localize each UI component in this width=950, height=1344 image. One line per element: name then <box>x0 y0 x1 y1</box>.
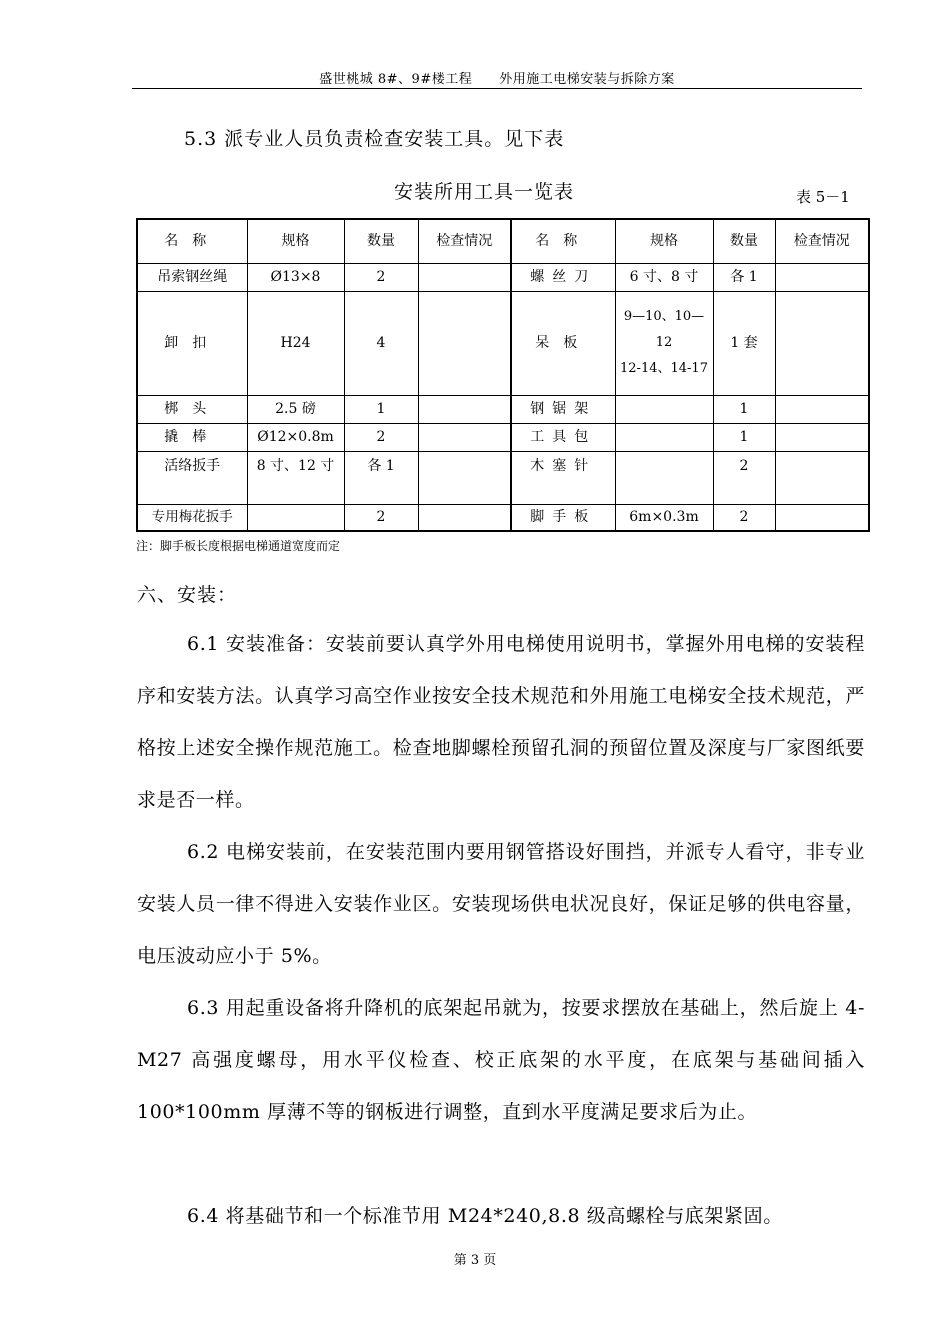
col-header: 规格 <box>247 219 344 263</box>
table-cell <box>775 504 869 531</box>
col-header: 检查情况 <box>418 219 511 263</box>
table-row <box>137 263 869 291</box>
table-cell <box>775 451 869 504</box>
table-cell: 2 <box>713 504 775 531</box>
section-6-heading: 六、安装： <box>137 584 238 606</box>
tools-table <box>136 218 870 532</box>
table-cell: 梆头 <box>137 395 247 423</box>
table-row <box>137 451 869 504</box>
table-cell: 1 <box>344 395 418 423</box>
table-cell <box>775 395 869 423</box>
table-cell: H24 <box>247 291 344 395</box>
table-cell <box>775 263 869 291</box>
table-cell <box>615 395 713 423</box>
table-cell: 2 <box>344 423 418 451</box>
table-cell: 脚手板 <box>511 504 615 531</box>
table-cell: 1 <box>713 395 775 423</box>
table-cell <box>418 263 511 291</box>
table-cell: 2 <box>713 451 775 504</box>
table-cell: 各 1 <box>713 263 775 291</box>
table-cell: 活络扳手 <box>137 451 247 504</box>
table-cell: 各 1 <box>344 451 418 504</box>
table-cell <box>418 504 511 531</box>
table-row <box>137 291 869 395</box>
table-cell <box>615 451 713 504</box>
paragraph-6-4: 6.4 将基础节和一个标准节用 M24*240,8.8 级高螺栓与底架紧固。 <box>187 1205 783 1227</box>
table-cell: Ø12×0.8m <box>247 423 344 451</box>
table-cell: 木塞针 <box>511 451 615 504</box>
table-title: 安装所用工具一览表 <box>394 181 575 203</box>
table-cell: 1 套 <box>713 291 775 395</box>
table-cell: 撬棒 <box>137 423 247 451</box>
table-cell: 8 寸、12 寸 <box>247 451 344 504</box>
table-cell <box>418 451 511 504</box>
paragraph-6-2: 6.2 电梯安装前，在安装范围内要用钢管搭设好围挡，并派专人看守，非专业安装人员一律不得进入安装作业区。安装现场供电状况良好，保证足够的供电容量，电压波动应小于 5%。 <box>137 841 865 967</box>
table-cell: 卸扣 <box>137 291 247 395</box>
table-cell: 1 <box>713 423 775 451</box>
table-cell <box>615 423 713 451</box>
table-cell: 呆板 <box>511 291 615 395</box>
table-cell <box>775 291 869 395</box>
table-row <box>137 423 869 451</box>
table-cell: 6m×0.3m <box>615 504 713 531</box>
table-note: 注：脚手板长度根据电梯通道宽度而定 <box>136 539 341 553</box>
table-cell <box>418 291 511 395</box>
table-cell: 专用梅花扳手 <box>137 504 247 531</box>
header-rule <box>132 88 862 89</box>
table-cell: 吊索钢丝绳 <box>137 263 247 291</box>
paragraph-6-3: 6.3 用起重设备将升降机的底架起吊就为，按要求摆放在基础上，然后旋上 4-M27 高强度螺母，用水平仪检查、校正底架的水平度，在底架与基础间插入 100*100mm 厚薄不等的钢板进行调整，直到水平度满足要求后为止。 <box>137 997 865 1123</box>
col-header: 数量 <box>713 219 775 263</box>
table-row <box>137 504 869 531</box>
paragraph-6-1: 6.1 安装准备：安装前要认真学外用电梯使用说明书，掌握外用电梯的安装程序和安装方法。认真学习高空作业按安全技术规范和外用施工电梯安全技术规范，严格按上述安全操作规范施工。检查地脚螺栓预留孔洞的预留位置及深度与厂家图纸要求是否一样。 <box>137 633 865 811</box>
page-header: 盛世桃城 8#、9#楼工程 外用施工电梯安装与拆除方案 <box>319 72 675 87</box>
table-cell <box>247 504 344 531</box>
table-cell <box>418 423 511 451</box>
col-header: 名称 <box>137 219 247 263</box>
table-cell: 2.5 磅 <box>247 395 344 423</box>
table-cell: 2 <box>344 504 418 531</box>
table-cell <box>418 395 511 423</box>
table-cell: Ø13×8 <box>247 263 344 291</box>
col-header: 数量 <box>344 219 418 263</box>
col-header: 检查情况 <box>775 219 869 263</box>
page-number: 第 3 页 <box>453 1253 497 1268</box>
table-cell: 工具包 <box>511 423 615 451</box>
table-cell: 4 <box>344 291 418 395</box>
col-header: 规格 <box>615 219 713 263</box>
table-cell: 钢锯架 <box>511 395 615 423</box>
table-cell: 9—10、10—12 12-14、14-17 <box>615 291 713 395</box>
col-header: 名称 <box>511 219 615 263</box>
table-header-row <box>137 219 869 263</box>
section-5-3: 5.3 派专业人员负责检查安装工具。见下表 <box>184 128 565 150</box>
table-cell: 6 寸、8 寸 <box>615 263 713 291</box>
table-cell: 螺丝刀 <box>511 263 615 291</box>
table-row <box>137 395 869 423</box>
table-number: 表 5－1 <box>796 188 850 206</box>
table-cell <box>775 423 869 451</box>
table-cell: 2 <box>344 263 418 291</box>
